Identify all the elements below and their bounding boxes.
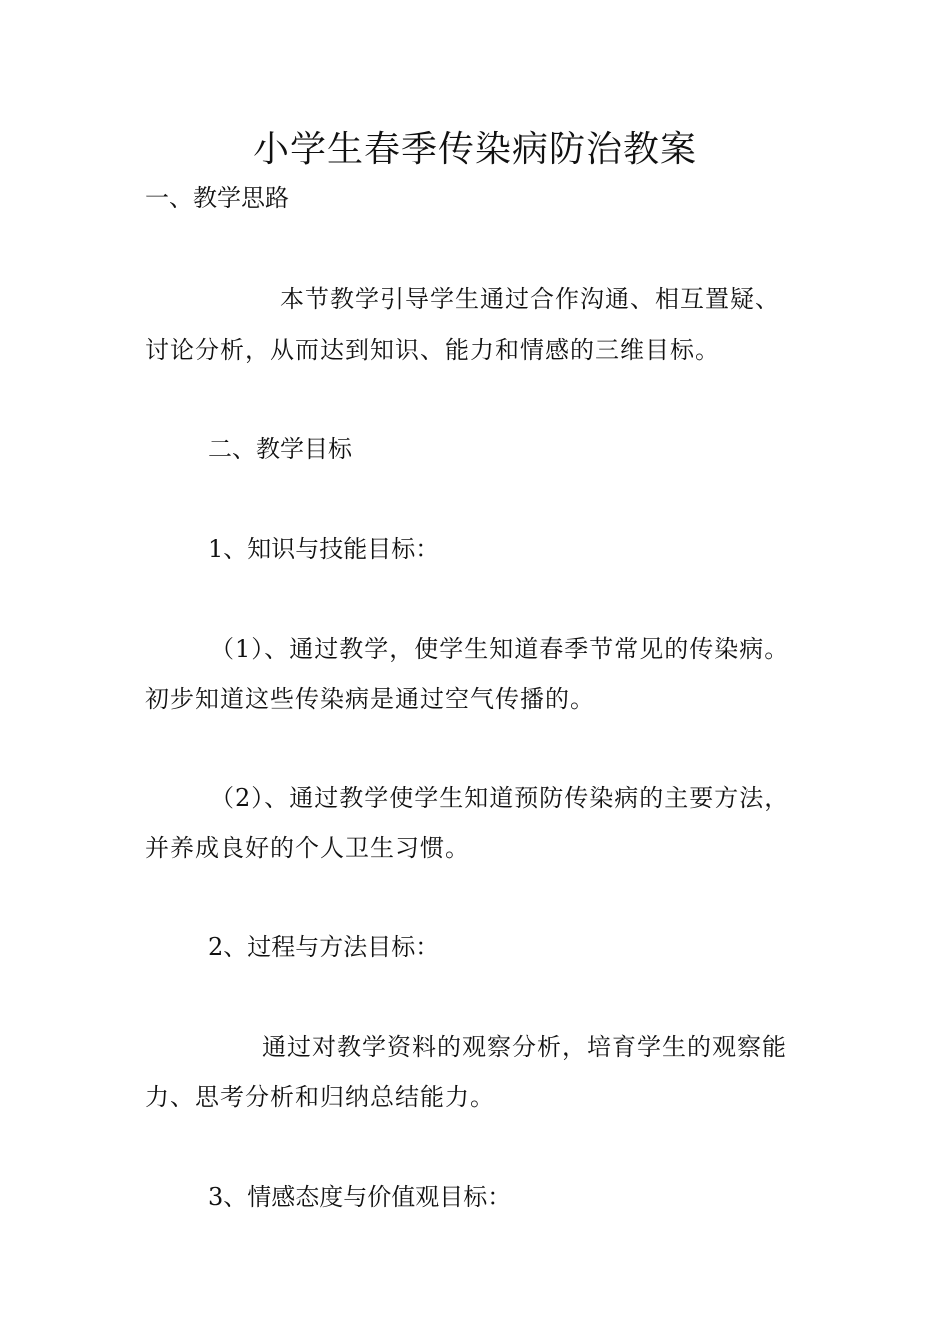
goal-item-line: 初步知道这些传染病是通过空气传播的。 — [145, 685, 595, 713]
goal-heading-emotions-values: 3、情感态度与价值观目标： — [208, 1183, 512, 1211]
section-heading-teaching-approach: 一、教学思路 — [145, 184, 289, 212]
section-heading-teaching-goals: 二、教学目标 — [208, 435, 352, 463]
goal-heading-process-methods: 2、过程与方法目标： — [208, 933, 440, 961]
goal-item-line: 并养成良好的个人卫生习惯。 — [145, 834, 470, 862]
paragraph-line: 力、思考分析和归纳总结能力。 — [145, 1083, 495, 1111]
goal-heading-knowledge-skills: 1、知识与技能目标： — [208, 535, 440, 563]
paragraph-line: 讨论分析，从而达到知识、能力和情感的三维目标。 — [145, 336, 720, 364]
document-title: 小学生春季传染病防治教案 — [252, 129, 697, 170]
goal-item-line: （1）、通过教学，使学生知道春季节常见的传染病。 — [210, 635, 790, 663]
paragraph-line: 通过对教学资料的观察分析，培育学生的观察能 — [262, 1033, 787, 1061]
goal-item-line: （2）、通过教学使学生知道预防传染病的主要方法， — [210, 784, 790, 812]
paragraph-line: 本节教学引导学生通过合作沟通、相互置疑、 — [280, 285, 780, 313]
